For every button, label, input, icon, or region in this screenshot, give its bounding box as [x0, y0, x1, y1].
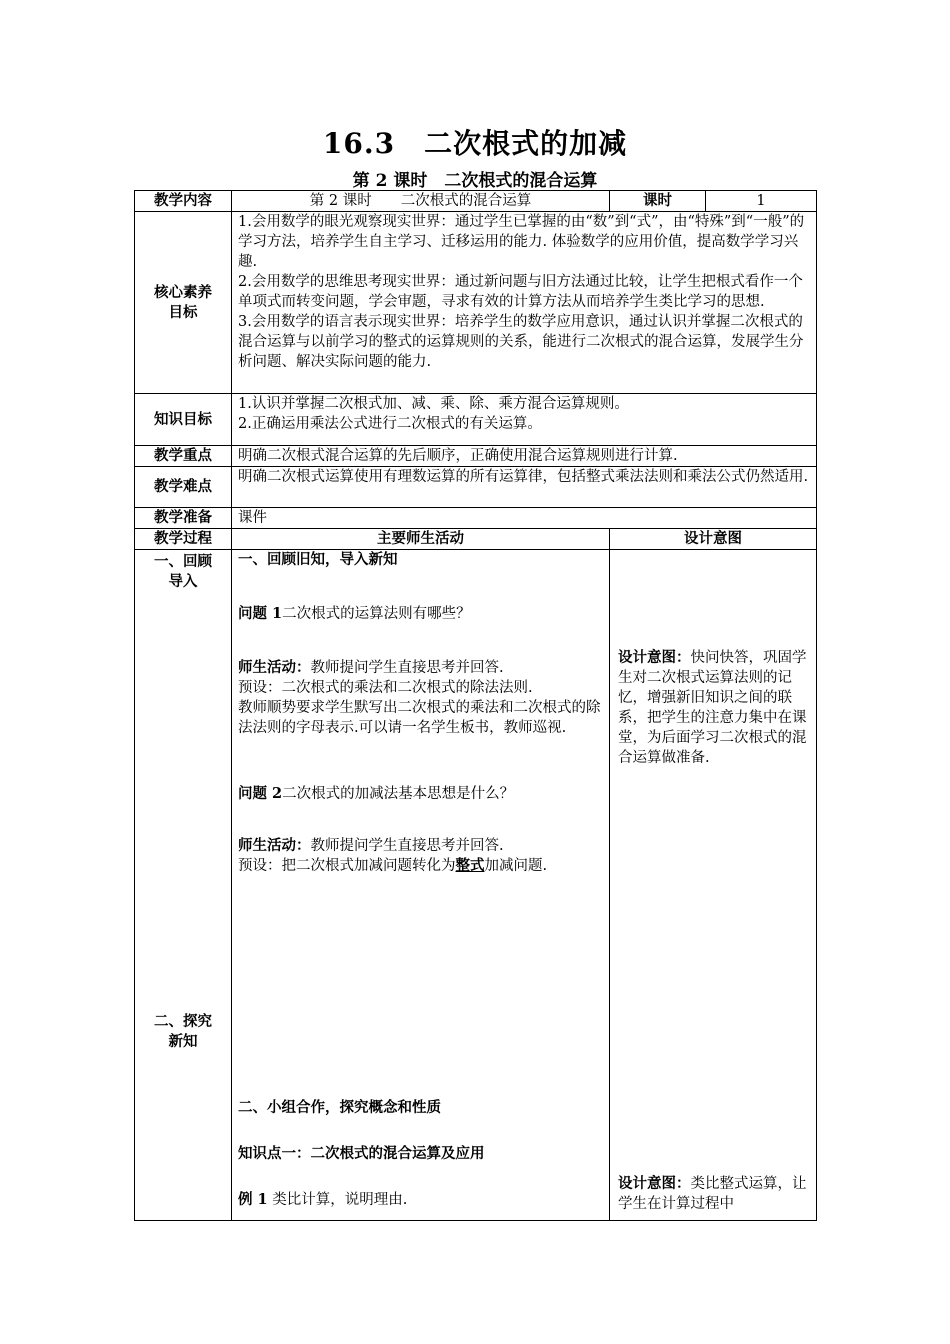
q2-preset-c: 加减问题. [484, 858, 548, 874]
q1-follow: 教师顺势要求学生默写出二次根式的乘法和二次根式的除法法则的字母表示.可以请一名学生板书，教师巡视. [238, 700, 601, 736]
example-1 [238, 1190, 603, 1210]
core-goal-2: 2.会用数学的思维思考现实世界：通过新问题与旧方法通过比较，让学生把根式看作一个单项式而转变问题，学会审题，寻求有效的计算方法从而培养学生类比学习的思想. [238, 274, 803, 310]
row-core-goals [135, 212, 817, 394]
knowledge-goals-label: 知识目标 [135, 394, 232, 446]
key-point-label: 教学重点 [135, 446, 232, 467]
page-subtitle: 第 2 课时 二次根式的混合运算 [352, 171, 598, 191]
question-1-text: 二次根式的运算法则有哪些？ [282, 606, 471, 622]
row-key-point [135, 446, 817, 467]
example-1-text: 类比计算，说明理由. [272, 1192, 408, 1208]
q2-activity-text: 教师提问学生直接思考并回答. [310, 838, 504, 854]
row-content [135, 191, 817, 212]
activity-column [232, 550, 610, 1221]
stage-2: 二、探究新知 [154, 1013, 212, 1050]
question-1 [238, 604, 603, 624]
example-1-label: 例 1 [238, 1191, 268, 1208]
q1-activity-text: 教师提问学生直接思考并回答. [310, 660, 504, 676]
question-1-label: 问题 1 [238, 605, 283, 622]
intent-2-text: 类比整式运算，让学生在计算过程中 [618, 1176, 807, 1212]
q1-activity [238, 658, 603, 678]
section-2-title: 二、小组合作，探究概念和性质 [238, 1099, 441, 1116]
core-goal-1: 1.会用数学的眼光观察现实世界：通过学生已掌握的由“数”到“式”，由“特殊”到“一般”的学习方法，培养学生自主学习、迁移运用的能力. 体验数学的应用价值，提高数学学习兴趣. [238, 214, 805, 270]
stage-column [135, 550, 232, 1221]
question-2 [238, 784, 603, 804]
q2-activity-label: 师生活动： [238, 837, 311, 854]
row-preparation [135, 508, 817, 529]
intent-column [610, 550, 817, 1221]
period-value: 1 [706, 191, 817, 212]
intent-1-text: 快问快答，巩固学生对二次根式运算法则的记忆，增强新旧知识之间的联系，把学生的注意力集中在课堂，为后面学习二次根式的混合运算做准备. [618, 650, 807, 766]
q2-preset [238, 856, 603, 876]
knowledge-point-1-title: 知识点一：二次根式的混合运算及应用 [238, 1145, 485, 1162]
section-1-title: 一、回顾旧知，导入新知 [238, 551, 398, 568]
content-label: 教学内容 [135, 191, 232, 212]
knowledge-goal-2: 2.正确运用乘法公式进行二次根式的有关运算。 [238, 416, 542, 432]
difficulty-value: 明确二次根式运算使用有理数运算的所有运算律，包括整式乘法法则和乘法公式仍然适用. [232, 467, 817, 508]
preparation-label: 教学准备 [135, 508, 232, 529]
q1-preset: 预设：二次根式的乘法和二次根式的除法法则. [238, 680, 533, 696]
intent-2 [618, 1174, 810, 1214]
process-header-activity: 主要师生活动 [232, 529, 610, 550]
q2-activity [238, 836, 603, 856]
row-knowledge-goals [135, 394, 817, 446]
q1-activity-label: 师生活动： [238, 659, 311, 676]
core-goals-label [135, 212, 232, 394]
question-2-label: 问题 2 [238, 785, 283, 802]
content-value: 第 2 课时 二次根式的混合运算 [232, 191, 610, 212]
intent-1-label: 设计意图： [618, 649, 691, 666]
period-label: 课时 [610, 191, 706, 212]
difficulty-label: 教学难点 [135, 467, 232, 508]
lesson-plan-table [134, 190, 817, 1221]
row-process-header [135, 529, 817, 550]
stage-1: 一、回顾导入 [154, 553, 212, 590]
process-header-intent: 设计意图 [610, 529, 817, 550]
key-point-value: 明确二次根式混合运算的先后顺序，正确使用混合运算规则进行计算. [232, 446, 817, 467]
core-goals-label-text: 核心素养目标 [154, 283, 212, 321]
q2-preset-keyword: 整式 [455, 857, 485, 874]
knowledge-goals-content [232, 394, 817, 446]
intent-1 [618, 648, 810, 768]
row-difficulty [135, 467, 817, 508]
core-goals-content [232, 212, 817, 394]
page-title: 16.3 二次根式的加减 [322, 127, 628, 160]
intent-2-label: 设计意图： [618, 1175, 691, 1192]
question-2-text: 二次根式的加减法基本思想是什么？ [282, 786, 515, 802]
core-goal-3: 3.会用数学的语言表示现实世界：培养学生的数学应用意识，通过认识并掌握二次根式的混合运算与以前学习的整式的运算规则的关系，能进行二次根式的混合运算，发展学生分析问题、解决实际问题的能力. [238, 314, 804, 370]
q2-preset-a: 预设：把二次根式加减问题转化为 [238, 858, 456, 874]
row-process-body [135, 550, 817, 1221]
process-header-stage: 教学过程 [135, 529, 232, 550]
preparation-value: 课件 [232, 508, 817, 529]
knowledge-goal-1: 1.认识并掌握二次根式加、减、乘、除、乘方混合运算规则。 [238, 396, 629, 412]
